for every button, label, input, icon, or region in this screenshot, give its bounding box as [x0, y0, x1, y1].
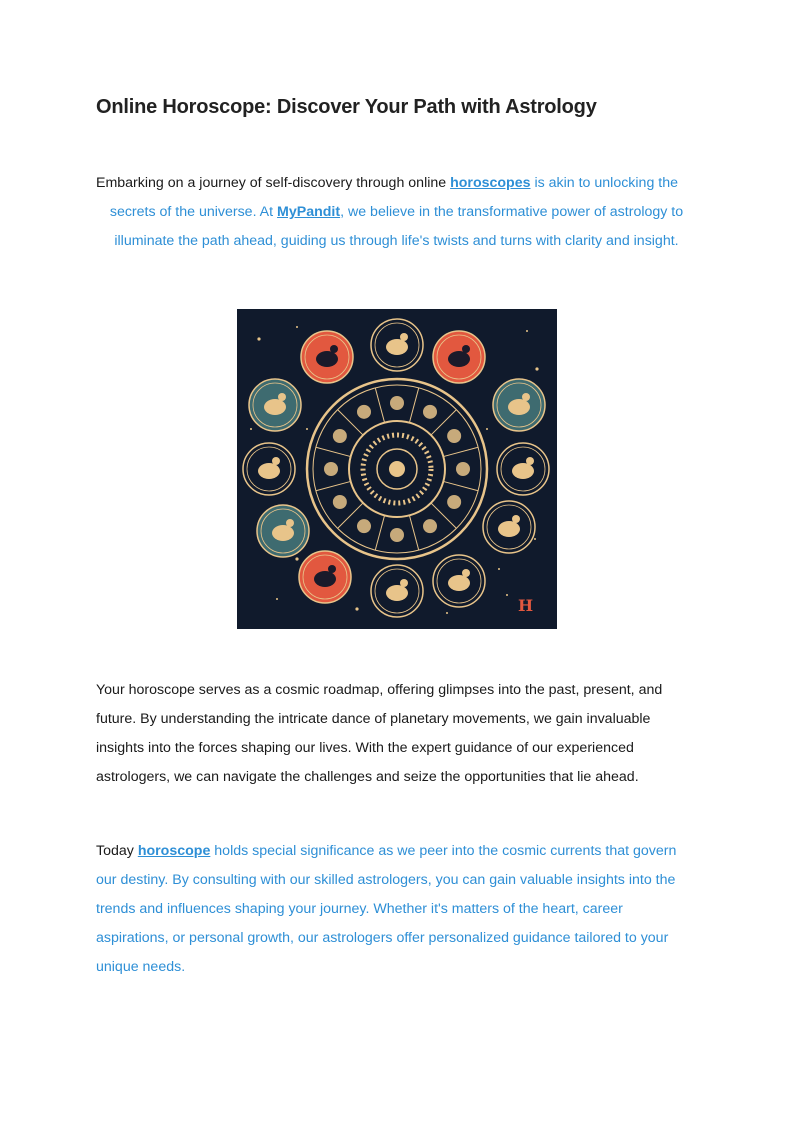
zodiac-sign-icon [316, 351, 338, 367]
zodiac-sign-icon [286, 519, 294, 527]
star-icon [498, 568, 500, 570]
roadmap-line-3: insights into the forces shaping our lives. With the expert guidance of our experienced [96, 740, 634, 756]
today-line-3: trends and influences shaping your journey. Whether it's matters of the heart, career [96, 901, 623, 917]
zodiac-sign-icon [328, 565, 336, 573]
star-icon [295, 557, 298, 560]
today-line-1 [96, 837, 706, 866]
star-icon [446, 612, 448, 614]
roadmap-line-2: future. By understanding the intricate dance of planetary movements, we gain invaluable [96, 711, 651, 727]
page-title: Online Horoscope: Discover Your Path with Astrology [96, 96, 597, 118]
zodiac-sign-icon [522, 393, 530, 401]
zodiac-sign-icon [508, 399, 530, 415]
zodiac-sign-icon [357, 405, 371, 419]
horoscopes-link[interactable]: horoscopes [450, 175, 531, 191]
zodiac-sign-icon [324, 462, 338, 476]
zodiac-sign-icon [314, 571, 336, 587]
intro-line-1-tail: is akin to unlocking the [530, 175, 678, 191]
star-icon [257, 337, 260, 340]
zodiac-sign-icon [272, 525, 294, 541]
zodiac-sign-icon [386, 585, 408, 601]
star-icon [526, 330, 528, 332]
intro-paragraph [96, 169, 697, 256]
star-icon [296, 326, 298, 328]
intro-line-1 [96, 169, 697, 198]
zodiac-sign-icon [333, 429, 347, 443]
intro-line-3: illuminate the path ahead, guiding us through life's twists and turns with clarity and insight. [114, 233, 679, 249]
sun-center-icon [389, 461, 405, 477]
star-icon [276, 598, 278, 600]
intro-line-2-text: secrets of the universe. At [109, 204, 278, 220]
roadmap-paragraph [96, 676, 706, 792]
zodiac-sign-icon [448, 575, 470, 591]
zodiac-sign-icon [258, 463, 280, 479]
zodiac-sign-icon [272, 457, 280, 465]
intro-line-1-text: Embarking on a journey of self-discovery through online [96, 175, 451, 191]
roadmap-line-1: Your horoscope serves as a cosmic roadmap, offering glimpses into the past, present, and [96, 682, 663, 698]
zodiac-sign-icon [264, 399, 286, 415]
zodiac-sign-icon [278, 393, 286, 401]
today-paragraph [96, 837, 706, 982]
star-icon [506, 594, 508, 596]
zodiac-sign-icon [386, 339, 408, 355]
zodiac-sign-icon [526, 457, 534, 465]
zodiac-sign-icon [357, 519, 371, 533]
artist-signature: H [518, 596, 534, 615]
today-line-2: our destiny. By consulting with our skilled astrologers, you can gain valuable insights into the [96, 872, 676, 888]
zodiac-wheel-icon [237, 309, 557, 629]
zodiac-sign-icon [512, 463, 534, 479]
star-icon [535, 367, 538, 370]
zodiac-illustration [237, 309, 557, 629]
today-line-4: aspirations, or personal growth, our astrologers offer personalized guidance tailored to your [96, 930, 669, 946]
star-icon [486, 428, 488, 430]
zodiac-sign-icon [330, 345, 338, 353]
star-icon [534, 538, 536, 540]
intro-line-2 [96, 198, 697, 227]
zodiac-sign-icon [448, 351, 470, 367]
today-line-1-tail: holds special significance as we peer into the cosmic currents that govern [210, 843, 677, 859]
zodiac-sign-icon [512, 515, 520, 523]
zodiac-sign-icon [390, 528, 404, 542]
intro-line-2-tail: , we believe in the transformative power of astrology to [340, 204, 684, 220]
zodiac-sign-icon [423, 405, 437, 419]
zodiac-sign-icon [400, 579, 408, 587]
star-icon [250, 428, 252, 430]
zodiac-sign-icon [447, 429, 461, 443]
zodiac-sign-icon [400, 333, 408, 341]
roadmap-line-4: astrologers, we can navigate the challenges and seize the opportunities that lie ahead. [96, 769, 639, 785]
zodiac-sign-icon [456, 462, 470, 476]
zodiac-sign-icon [462, 569, 470, 577]
horoscope-link[interactable]: horoscope [137, 843, 211, 859]
zodiac-sign-icon [498, 521, 520, 537]
today-line-5: unique needs. [96, 959, 186, 975]
zodiac-sign-icon [447, 495, 461, 509]
star-icon [355, 607, 358, 610]
zodiac-sign-icon [462, 345, 470, 353]
star-icon [306, 428, 308, 430]
zodiac-sign-icon [390, 396, 404, 410]
zodiac-sign-icon [423, 519, 437, 533]
zodiac-sign-icon [333, 495, 347, 509]
today-line-1-text: Today [96, 843, 138, 859]
mypandit-link[interactable]: MyPandit [277, 204, 341, 220]
